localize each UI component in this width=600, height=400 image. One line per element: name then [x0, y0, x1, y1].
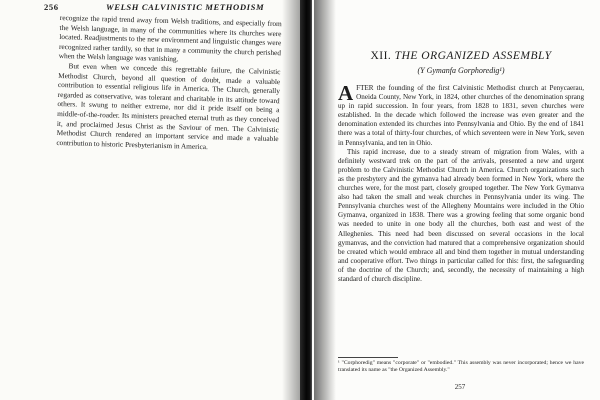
chapter-subtitle: (Y Gymanfa Gorphoredig¹) [417, 66, 505, 75]
running-head-title: WELSH CALVINISTIC METHODISM [106, 2, 265, 12]
left-page-body [56, 13, 282, 153]
right-paragraph-2: This rapid increase, due to a steady stream of migration from Wales, with a definitely westward trek on the part of the arrivals, presented a new and urgent problem to the Calvinistic Methodist Church in America. Church organizations such as the presbytery and the gymanva had already been formed in New York, where the churches were, for the most part, closely grouped together. The New York Gymanva also had taken the small and weak churches in Pennsylvania under its wing. The Pennsylvania churches west of the Allegheny Mountains were included in the Ohio Gymanva, organized in 1838. There was a growing feeling that some organic bond was needed to unite in one body all the churches, both east and west of the Alleghenies. This need had been discussed on several occasions in the local gymanvas, and the conviction had matured that a comprehensive organization should be created which would embrace all and bind them together in mutual understanding and cooperative effort. Two things in particular called for this: first, the safeguarding of the doctrine of the Church; and, secondly, the necessity of maintaining a high standard of church discipline. [338, 147, 584, 283]
footnote-rule [338, 357, 398, 358]
chapter-title-text: THE ORGANIZED ASSEMBLY [394, 50, 552, 62]
drop-cap: A [338, 81, 354, 105]
left-paragraph-1: recognize the rapid trend away from Welsh traditions, and especially from the Welsh language, in many of the communities where its churches were located. Readjustments to the new environment and linguistic changes were recognized rather tardily, so that in many a community the church perished when the Welsh language was vanishing. [58, 13, 282, 64]
left-page-number: 256 [44, 2, 59, 12]
right-page-body [338, 81, 584, 284]
right-paragraph-1-text: FTER the founding of the first Calvinistic Methodist church at Penycaerau, Oneida County, New York, in 1824, other churches of the denomination sprang up in rapid succession. In four years, from 1828 to 1831, seven churches were established. In the decade which followed the increase was even greater and the denomination extended its churches into Pennsylvania and Ohio. By the end of 1841 there was a total of thirty-four churches, of which seventeen were in New York, seven in Pennsylvania, and ten in Ohio. [338, 84, 584, 147]
footnote: ¹ "Corphoredig" means "corporate" or "embodied." This assembly was never incorporated; hence we have translated its name as "the Organized Assembly." [338, 360, 584, 373]
chapter-title [346, 50, 576, 62]
right-page-curl-shadow [314, 0, 336, 400]
right-page-number: 257 [454, 383, 466, 391]
left-paragraph-2: But even when we concede this regrettable failure, the Calvinistic Methodist Church, beyond all question of doubt, made a valuable contribution to essential religious life in America. The Church, generally regarded as conservative, was tolerant and charitable in its attitude toward others. It swung to neither extreme, nor did it pride itself on being a middle-of-the-roader. Its ministers preached eternal truth as they conceived it, and proclaimed Jesus Christ as the Saviour of men. The Calvinistic Methodist Church rendered an important service and made a valuable contribution to historic Presbyterianism in America. [56, 61, 281, 151]
right-paragraph-1 [338, 81, 584, 148]
left-page-curl-shadow [282, 0, 300, 400]
chapter-number: XII. [370, 50, 392, 62]
